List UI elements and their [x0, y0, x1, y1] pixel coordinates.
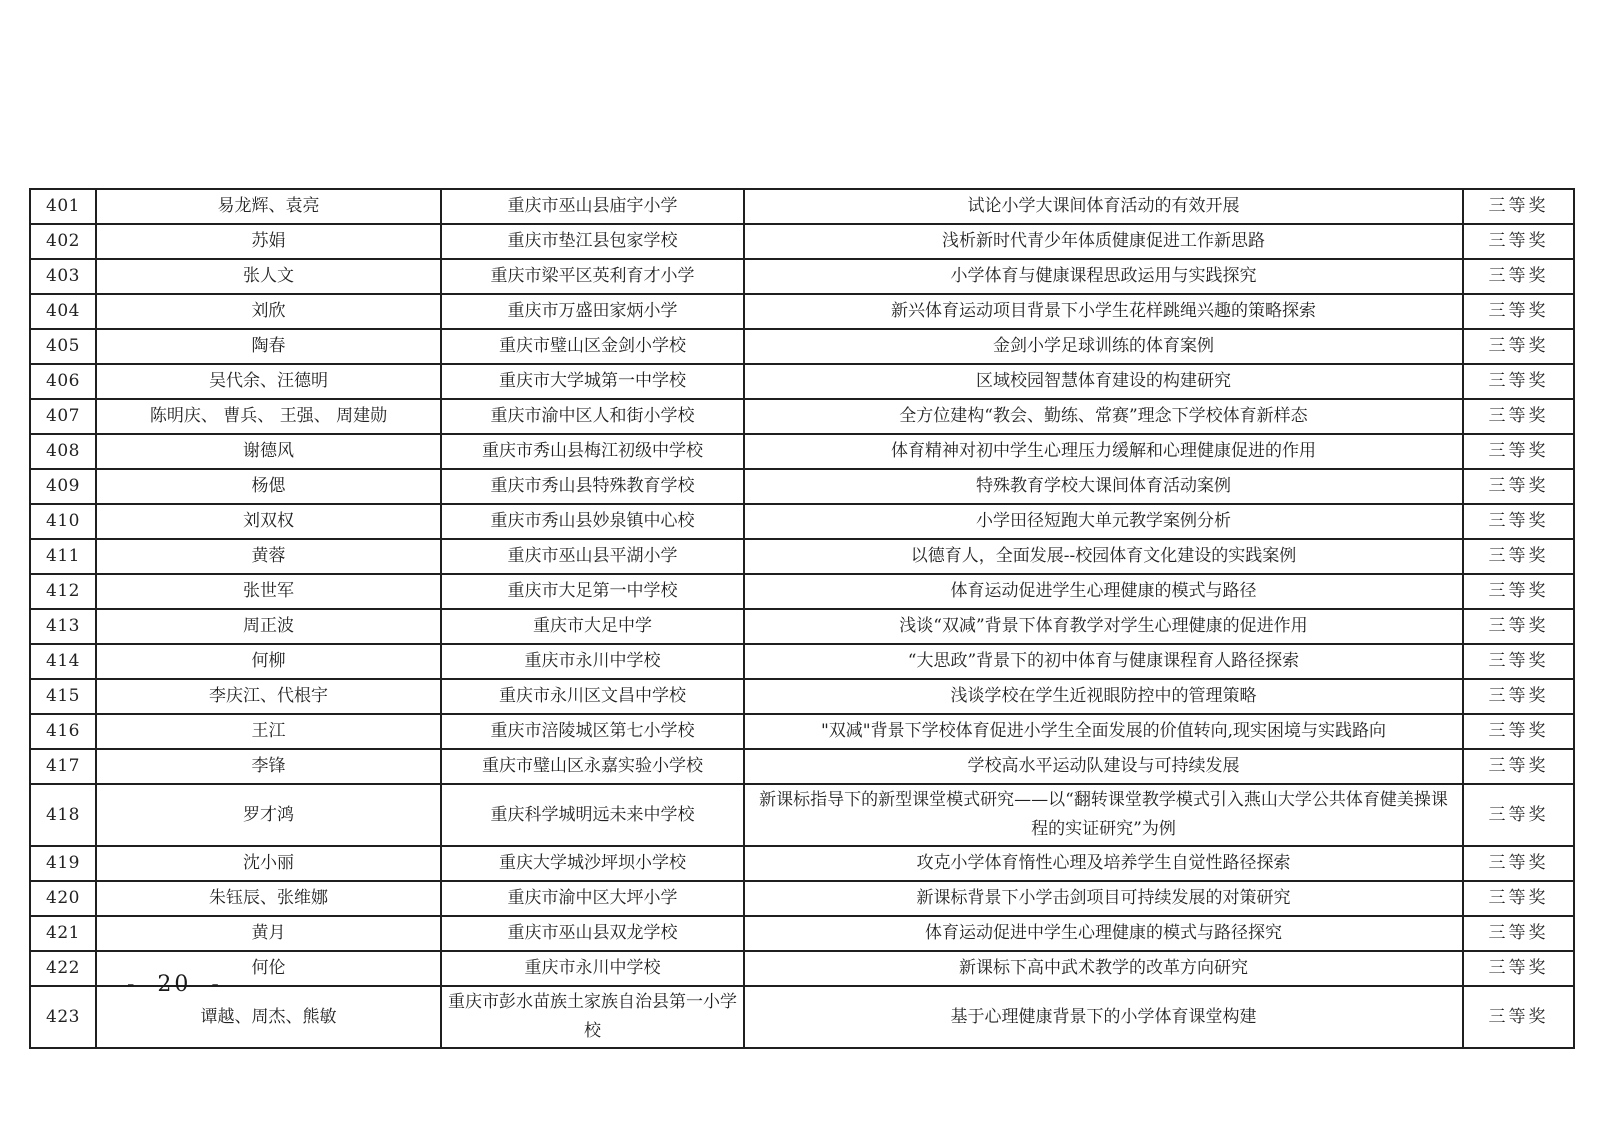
author-names: 陶春 — [96, 329, 441, 364]
school-name: 重庆市渝中区大坪小学 — [441, 881, 744, 916]
work-title: 小学体育与健康课程思政运用与实践探究 — [744, 259, 1463, 294]
school-name: 重庆市渝中区人和街小学校 — [441, 399, 744, 434]
awards-table — [29, 188, 1575, 1049]
author-names: 李锋 — [96, 749, 441, 784]
award-level: 三等奖 — [1463, 986, 1574, 1048]
row-number: 416 — [30, 714, 96, 749]
school-name: 重庆大学城沙坪坝小学校 — [441, 846, 744, 881]
school-name: 重庆市大学城第一中学校 — [441, 364, 744, 399]
author-names: 张人文 — [96, 259, 441, 294]
table-row — [30, 986, 1574, 1048]
work-title: 学校高水平运动队建设与可持续发展 — [744, 749, 1463, 784]
author-names: 沈小丽 — [96, 846, 441, 881]
award-level: 三等奖 — [1463, 846, 1574, 881]
table-row — [30, 749, 1574, 784]
award-level: 三等奖 — [1463, 399, 1574, 434]
author-names: 吴代余、汪德明 — [96, 364, 441, 399]
table-row — [30, 609, 1574, 644]
author-names: 易龙辉、袁亮 — [96, 189, 441, 224]
school-name: 重庆市垫江县包家学校 — [441, 224, 744, 259]
author-names: 李庆江、代根宇 — [96, 679, 441, 714]
author-names: 罗才鸿 — [96, 784, 441, 846]
table-row — [30, 951, 1574, 986]
table-row — [30, 644, 1574, 679]
award-level: 三等奖 — [1463, 609, 1574, 644]
row-number: 403 — [30, 259, 96, 294]
work-title: 新课标指导下的新型课堂模式研究——以“翻转课堂教学模式引入燕山大学公共体育健美操课程的实证研究”为例 — [744, 784, 1463, 846]
author-names: 陈明庆、 曹兵、 王强、 周建勋 — [96, 399, 441, 434]
work-title: 浅谈“双减”背景下体育教学对学生心理健康的促进作用 — [744, 609, 1463, 644]
row-number: 419 — [30, 846, 96, 881]
row-number: 420 — [30, 881, 96, 916]
author-names: 刘双权 — [96, 504, 441, 539]
table-row — [30, 469, 1574, 504]
award-level: 三等奖 — [1463, 749, 1574, 784]
author-names: 周正波 — [96, 609, 441, 644]
school-name: 重庆市彭水苗族土家族自治县第一小学校 — [441, 986, 744, 1048]
row-number: 408 — [30, 434, 96, 469]
school-name: 重庆市大足第一中学校 — [441, 574, 744, 609]
page-number: - 20 - — [127, 972, 222, 997]
award-level: 三等奖 — [1463, 714, 1574, 749]
school-name: 重庆市秀山县妙泉镇中心校 — [441, 504, 744, 539]
work-title: 体育运动促进学生心理健康的模式与路径 — [744, 574, 1463, 609]
school-name: 重庆市涪陵城区第七小学校 — [441, 714, 744, 749]
work-title: 浅析新时代青少年体质健康促进工作新思路 — [744, 224, 1463, 259]
table-row — [30, 846, 1574, 881]
table-row — [30, 259, 1574, 294]
row-number: 409 — [30, 469, 96, 504]
work-title: 特殊教育学校大课间体育活动案例 — [744, 469, 1463, 504]
work-title: 新课标背景下小学击剑项目可持续发展的对策研究 — [744, 881, 1463, 916]
table-row — [30, 539, 1574, 574]
award-level: 三等奖 — [1463, 539, 1574, 574]
author-names: 王江 — [96, 714, 441, 749]
work-title: 新兴体育运动项目背景下小学生花样跳绳兴趣的策略探索 — [744, 294, 1463, 329]
author-names: 苏娟 — [96, 224, 441, 259]
work-title: 全方位建构“教会、勤练、常赛”理念下学校体育新样态 — [744, 399, 1463, 434]
author-names: 黄月 — [96, 916, 441, 951]
award-level: 三等奖 — [1463, 574, 1574, 609]
award-level: 三等奖 — [1463, 259, 1574, 294]
row-number: 418 — [30, 784, 96, 846]
table-row — [30, 434, 1574, 469]
award-level: 三等奖 — [1463, 469, 1574, 504]
school-name: 重庆市永川中学校 — [441, 644, 744, 679]
author-names: 何伦 — [96, 951, 441, 986]
row-number: 404 — [30, 294, 96, 329]
school-name: 重庆市巫山县平湖小学 — [441, 539, 744, 574]
work-title: 攻克小学体育惰性心理及培养学生自觉性路径探索 — [744, 846, 1463, 881]
row-number: 422 — [30, 951, 96, 986]
school-name: 重庆科学城明远未来中学校 — [441, 784, 744, 846]
work-title: 小学田径短跑大单元教学案例分析 — [744, 504, 1463, 539]
row-number: 414 — [30, 644, 96, 679]
row-number: 407 — [30, 399, 96, 434]
awards-table-body — [30, 189, 1574, 1048]
table-row — [30, 399, 1574, 434]
school-name: 重庆市梁平区英利育才小学 — [441, 259, 744, 294]
school-name: 重庆市巫山县双龙学校 — [441, 916, 744, 951]
work-title: 体育运动促进中学生心理健康的模式与路径探究 — [744, 916, 1463, 951]
table-row — [30, 784, 1574, 846]
school-name: 重庆市秀山县梅江初级中学校 — [441, 434, 744, 469]
row-number: 423 — [30, 986, 96, 1048]
author-names: 刘欣 — [96, 294, 441, 329]
school-name: 重庆市万盛田家炳小学 — [441, 294, 744, 329]
award-level: 三等奖 — [1463, 916, 1574, 951]
author-names: 何柳 — [96, 644, 441, 679]
award-level: 三等奖 — [1463, 784, 1574, 846]
table-row — [30, 679, 1574, 714]
award-level: 三等奖 — [1463, 329, 1574, 364]
author-names: 谭越、周杰、熊敏 — [96, 986, 441, 1048]
work-title: 新课标下高中武术教学的改革方向研究 — [744, 951, 1463, 986]
author-names: 张世军 — [96, 574, 441, 609]
work-title: 体育精神对初中学生心理压力缓解和心理健康促进的作用 — [744, 434, 1463, 469]
award-level: 三等奖 — [1463, 504, 1574, 539]
school-name: 重庆市永川中学校 — [441, 951, 744, 986]
row-number: 421 — [30, 916, 96, 951]
table-row — [30, 294, 1574, 329]
author-names: 黄蓉 — [96, 539, 441, 574]
row-number: 405 — [30, 329, 96, 364]
award-level: 三等奖 — [1463, 294, 1574, 329]
table-row — [30, 329, 1574, 364]
row-number: 411 — [30, 539, 96, 574]
table-row — [30, 189, 1574, 224]
table-row — [30, 364, 1574, 399]
row-number: 402 — [30, 224, 96, 259]
table-row — [30, 916, 1574, 951]
table-row — [30, 881, 1574, 916]
work-title: 以德育人，全面发展--校园体育文化建设的实践案例 — [744, 539, 1463, 574]
award-level: 三等奖 — [1463, 434, 1574, 469]
author-names: 谢德风 — [96, 434, 441, 469]
row-number: 401 — [30, 189, 96, 224]
award-level: 三等奖 — [1463, 189, 1574, 224]
table-row — [30, 714, 1574, 749]
work-title: 浅谈学校在学生近视眼防控中的管理策略 — [744, 679, 1463, 714]
work-title: 区域校园智慧体育建设的构建研究 — [744, 364, 1463, 399]
work-title: "双减"背景下学校体育促进小学生全面发展的价值转向,现实困境与实践路向 — [744, 714, 1463, 749]
award-level: 三等奖 — [1463, 951, 1574, 986]
table-row — [30, 504, 1574, 539]
work-title: “大思政”背景下的初中体育与健康课程育人路径探索 — [744, 644, 1463, 679]
school-name: 重庆市璧山区金剑小学校 — [441, 329, 744, 364]
row-number: 417 — [30, 749, 96, 784]
school-name: 重庆市巫山县庙宇小学 — [441, 189, 744, 224]
row-number: 413 — [30, 609, 96, 644]
author-names: 朱钰辰、张维娜 — [96, 881, 441, 916]
row-number: 406 — [30, 364, 96, 399]
table-row — [30, 574, 1574, 609]
award-level: 三等奖 — [1463, 679, 1574, 714]
row-number: 415 — [30, 679, 96, 714]
award-level: 三等奖 — [1463, 364, 1574, 399]
table-row — [30, 224, 1574, 259]
row-number: 412 — [30, 574, 96, 609]
school-name: 重庆市大足中学 — [441, 609, 744, 644]
award-level: 三等奖 — [1463, 224, 1574, 259]
school-name: 重庆市秀山县特殊教育学校 — [441, 469, 744, 504]
work-title: 基于心理健康背景下的小学体育课堂构建 — [744, 986, 1463, 1048]
author-names: 杨偲 — [96, 469, 441, 504]
award-level: 三等奖 — [1463, 881, 1574, 916]
school-name: 重庆市璧山区永嘉实验小学校 — [441, 749, 744, 784]
award-level: 三等奖 — [1463, 644, 1574, 679]
work-title: 金剑小学足球训练的体育案例 — [744, 329, 1463, 364]
row-number: 410 — [30, 504, 96, 539]
school-name: 重庆市永川区文昌中学校 — [441, 679, 744, 714]
work-title: 试论小学大课间体育活动的有效开展 — [744, 189, 1463, 224]
